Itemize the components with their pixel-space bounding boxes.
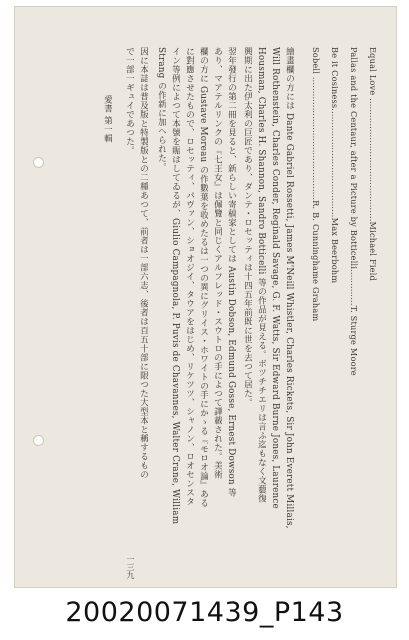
text-column: Will Rothenstein, Charles Conder, Reginald Savage, G. F. Watts, Sir Edward Burne Jones, Laurence (270, 47, 280, 509)
text-column: Be it Cosiness.......................................Max Beerbohm (330, 47, 340, 284)
text-column: 興期に出た伊太利の巨匠であり、ダンテ・ロセッティは十四五年前既に世を去つて居た。 (242, 47, 252, 407)
page-number: 一三九 (126, 555, 135, 579)
text-column: Strang の作新に加へられた。 (156, 47, 166, 172)
text-column: 翌年發行の第二冊を見ると、新らしい寄稿家としては Austin Dobson, Edmund Gosse, Ernest Dowson 等 (226, 47, 236, 497)
text-column: 因に本誌は普及版と特製版との二種あつて、前者は一部六志、後者は百五十部に限つた大型本と稱するもの (138, 47, 148, 479)
text-column: で一部一ギュイであつた。 (124, 47, 134, 155)
running-footer: 愛書 第一輯 (102, 95, 112, 143)
text-column: Sobell ............................................R. B. Cunninghame Graham (311, 47, 321, 322)
text-column: Pallas and the Centaur, after a Picture by Botticelli.............T. Sturge Moore (349, 47, 359, 376)
text-column: 欄の方に Gustave Moreau の作數葉を收めたるは一つの異にグリイス・ホワイトの手にかゝる『モロオ論』ある (198, 47, 208, 508)
text-column: Equal Love ............................................Michael Field (368, 47, 378, 281)
image-caption: 20020071439_P143 (65, 597, 344, 628)
binding-hole-bottom (33, 435, 44, 446)
text-column: 繪畫欄の方には Dante Gabriel Rossetti, James M'Neill Whistler, Charles Rickets, Sir John Everett Millais, (284, 47, 294, 529)
document-page (14, 6, 397, 588)
text-column: に對應させたもので、ロセッティ、パヴァン、ショオジイ、タウアをはじめ、リケツツ、シャノン、ロオセンスタ (184, 47, 194, 506)
text-column: Housman, Charles H. Shannon, Sandro Botticelli 等の作品が見える。ボツチチエリは言ふ迄もなく文藝復 (256, 47, 266, 503)
text-column: あり、マアテルリンクの『七王女』は佩覽と同じくアルフレッド・スウトロの手によつて譯載された。美術 (212, 47, 222, 479)
text-column: イン等例によつて本號を賑はしてゐるが、Giulio Campagnola, P. Puvis de Chavannes, Walter Crane, William (170, 47, 180, 525)
binding-hole-top (33, 157, 44, 168)
